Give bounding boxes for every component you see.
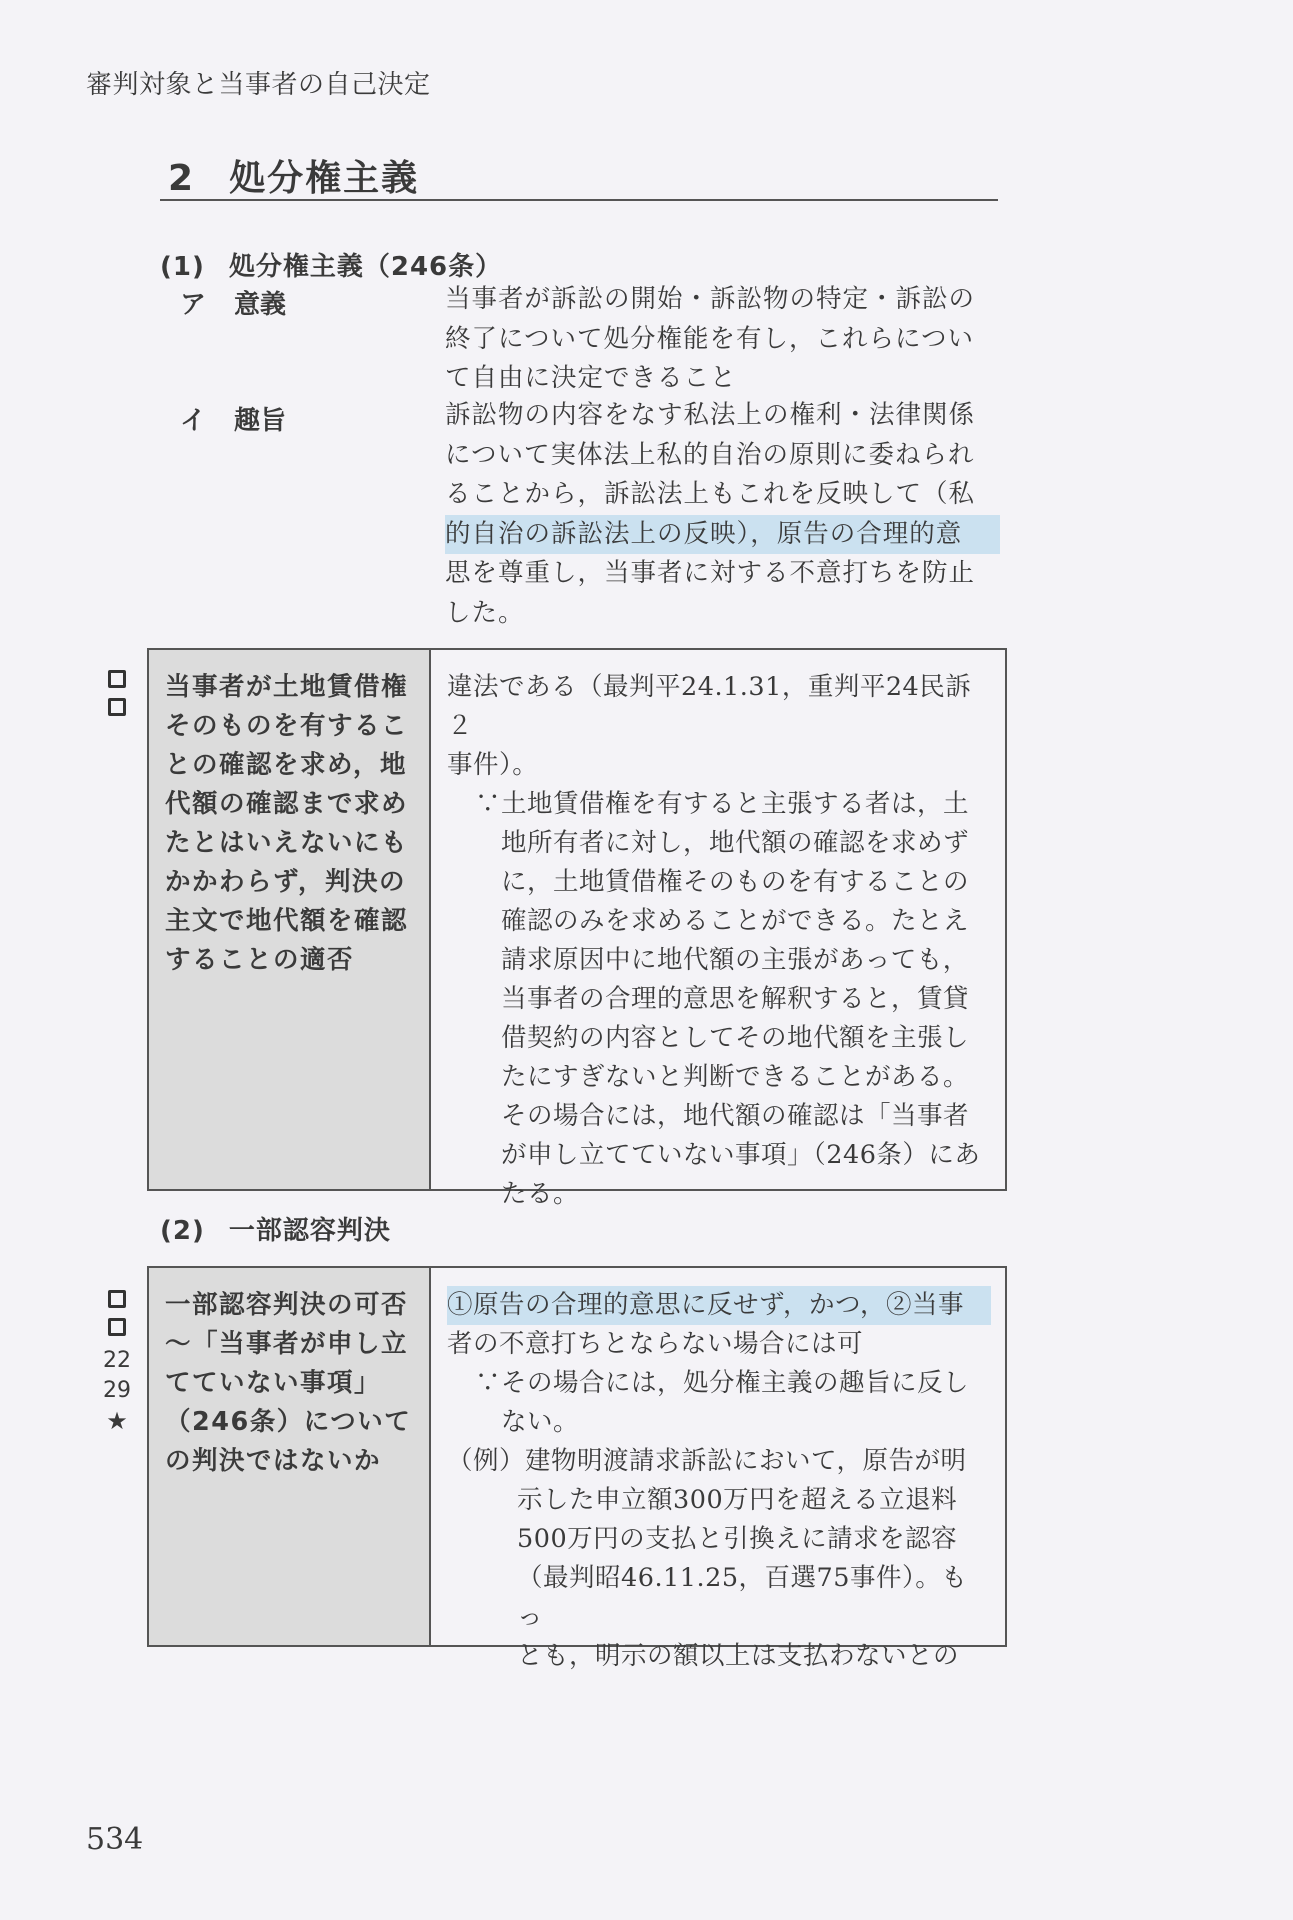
reason-line: 確認のみを求めることができる。たとえ xyxy=(501,906,970,936)
subheading-2 xyxy=(160,1210,391,1247)
example-line: （最判昭46.11.25，百選75事件）。もっ xyxy=(517,1563,968,1632)
question-line: との確認を求め，地 xyxy=(165,750,407,780)
text-line: 的自治の訴訟法上の反映），原告の合理的意 xyxy=(445,515,1000,555)
question-line: することの適否 xyxy=(165,945,355,975)
subheading-2-number: (2) xyxy=(160,1216,205,1246)
reason-line: ない。 xyxy=(501,1407,580,1437)
reason-line: に，土地賃借権そのものを有することの xyxy=(501,867,970,897)
text-line: について実体法上私的自治の原則に委ねられ xyxy=(445,439,975,470)
margin-number: 29 xyxy=(103,1378,131,1403)
question-line: の判決ではないか xyxy=(165,1446,382,1476)
subheading-1-title: 処分権主義（246条） xyxy=(228,252,503,282)
answer-line: 事件）。 xyxy=(447,750,539,780)
margin-number: 22 xyxy=(103,1348,131,1373)
reason-block xyxy=(447,785,991,1214)
qa-box-1 xyxy=(147,648,1007,1209)
checkbox-icon[interactable] xyxy=(108,698,126,716)
star-icon: ★ xyxy=(106,1407,128,1435)
section-title xyxy=(168,150,419,201)
reason-line: ∵その場合には，処分権主義の趣旨に反し xyxy=(475,1368,970,1398)
checkbox-icon[interactable] xyxy=(108,1290,126,1308)
item-text-purpose xyxy=(445,396,1000,633)
example-line: 500万円の支払と引換えに請求を認容 xyxy=(517,1524,958,1554)
answer-cell xyxy=(431,650,1005,1209)
reason-block xyxy=(447,1364,991,1442)
subheading-2-title: 一部認容判決 xyxy=(228,1216,391,1246)
item-kana: ア xyxy=(180,290,207,320)
answer-line: 違法である（最判平24.1.31，重判平24民訴２ xyxy=(447,672,972,741)
question-cell xyxy=(149,1268,431,1645)
checkbox-icon[interactable] xyxy=(108,670,126,688)
question-line: ～「当事者が申し立 xyxy=(165,1329,409,1359)
page-number: 534 xyxy=(86,1822,144,1857)
reason-line: たにすぎないと判断できることがある。 xyxy=(501,1062,970,1092)
reason-line: ∵土地賃借権を有すると主張する者は，土 xyxy=(475,789,970,819)
question-line: 代額の確認まで求め xyxy=(165,789,409,819)
margin-checkboxes-1 xyxy=(103,666,131,726)
running-head: 審判対象と当事者の自己決定 xyxy=(86,70,431,100)
item-kana: イ xyxy=(180,406,207,436)
subheading-1 xyxy=(160,246,502,283)
item-label-meaning xyxy=(180,284,286,321)
reason-line: 地所有者に対し，地代額の確認を求めず xyxy=(501,828,970,858)
reason-line: 借契約の内容としてその地代額を主張し xyxy=(501,1023,970,1053)
example-block xyxy=(447,1442,991,1676)
reason-line: 当事者の合理的意思を解釈すると，賃貸 xyxy=(501,984,970,1014)
item-label-text: 意義 xyxy=(234,290,287,320)
text-line: て自由に決定できること xyxy=(445,363,737,393)
margin-checkboxes-2 xyxy=(103,1286,131,1436)
checkbox-icon[interactable] xyxy=(108,1318,126,1336)
qa-box-2 xyxy=(147,1266,1007,1671)
text-line: 当事者が訴訟の開始・訴訟物の特定・訴訟の xyxy=(445,284,976,314)
item-label-purpose xyxy=(180,400,286,437)
question-line: たとはいえないにも xyxy=(165,828,409,858)
item-label-text: 趣旨 xyxy=(234,406,287,436)
answer-line: 者の不意打ちとならない場合には可 xyxy=(447,1329,864,1359)
text-line: 訴訟物の内容をなす私法上の権利・法律関係 xyxy=(445,400,976,430)
example-line: とも，明示の額以上は支払わないとの xyxy=(517,1641,960,1671)
answer-cell xyxy=(431,1268,1005,1671)
text-line: 終了について処分権能を有し，これらについ xyxy=(445,323,974,354)
question-line: てていない事項」 xyxy=(165,1368,382,1398)
question-cell xyxy=(149,650,431,1189)
reason-line: が申し立てていない事項」（246条）にあ xyxy=(501,1140,981,1170)
answer-line: ①原告の合理的意思に反せず，かつ，②当事 xyxy=(447,1286,991,1325)
subheading-1-number: (1) xyxy=(160,252,205,282)
text-line: ることから，訴訟法上もこれを反映して（私 xyxy=(445,479,976,509)
text-line: した。 xyxy=(445,597,525,628)
text-line: 思を尊重し，当事者に対する不意打ちを防止 xyxy=(445,558,976,588)
question-line: （246条）について xyxy=(165,1407,412,1437)
reason-line: たる。 xyxy=(501,1179,580,1209)
example-line: 示した申立額300万円を超える立退料 xyxy=(517,1485,958,1515)
reason-line: 請求原因中に地代額の主張があっても， xyxy=(501,945,969,975)
example-line: （例）建物明渡請求訴訟において，原告が明 xyxy=(447,1446,967,1476)
title-rule xyxy=(160,199,998,201)
section-title-text: 処分権主義 xyxy=(229,158,420,199)
question-line: 当事者が土地賃借権 xyxy=(165,672,409,702)
question-line: そのものを有するこ xyxy=(165,711,409,741)
reason-line: その場合には，地代額の確認は「当事者 xyxy=(501,1101,970,1131)
section-number: 2 xyxy=(168,158,196,199)
question-line: かかわらず，判決の xyxy=(165,867,406,897)
question-line: 主文で地代額を確認 xyxy=(165,906,409,936)
question-line: 一部認容判決の可否 xyxy=(165,1290,409,1320)
item-text-meaning xyxy=(445,280,1000,399)
